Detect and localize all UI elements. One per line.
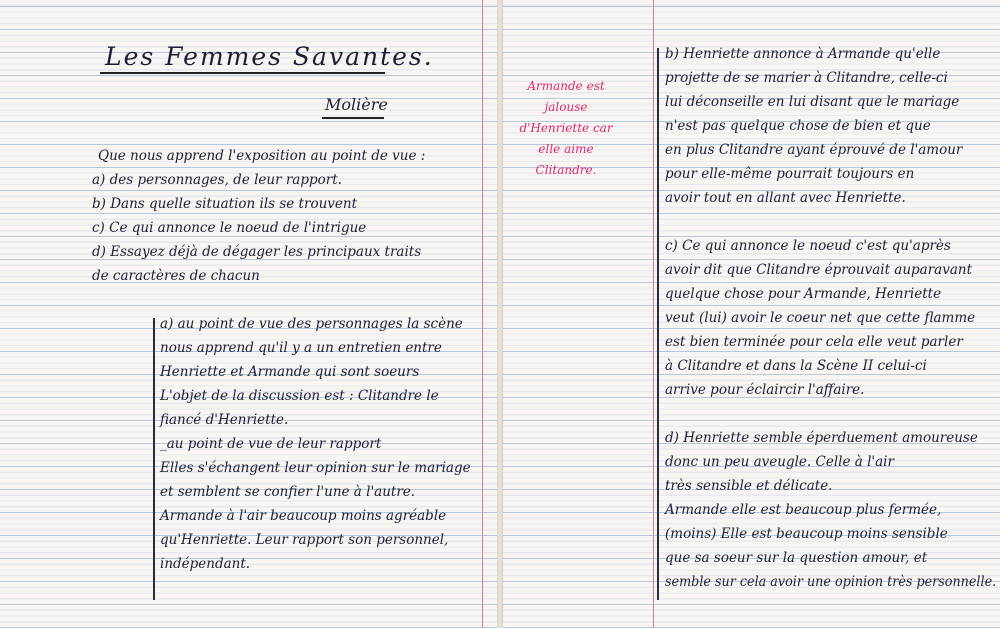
right-line: (moins) Elle est beaucoup moins sensible [665,526,948,542]
answer-margin-bar [153,318,155,600]
left-margin-line [482,0,483,628]
right-line: très sensible et délicate. [665,478,833,494]
answer-line: Henriette et Armande qui sont soeurs [160,364,420,380]
right-line: avoir dit que Clitandre éprouvait auparavant [665,262,973,278]
right-line: est bien terminée pour cela elle veut parler [665,334,963,350]
right-line: veut (lui) avoir le coeur net que cette flamme [665,310,976,326]
right-line: d) Henriette semble éperduement amoureuse [665,430,978,446]
right-line: avoir tout en allant avec Henriette. [665,190,906,206]
answer-line: fiancé d'Henriette. [160,412,289,428]
right-line: en plus Clitandre ayant éprouvé de l'amour [665,142,963,158]
right-line: lui déconseille en lui disant que le mariage [665,94,960,110]
answer-line: a) au point de vue des personnages la scène [160,316,463,332]
title-underline [100,72,385,74]
right-line: semble sur cela avoir une opinion très personnelle. [665,574,997,590]
answer-line: Armande à l'air beaucoup moins agréable [160,508,447,524]
page-title: Les Femmes Savantes. [105,42,434,71]
answer-line: Elles s'échangent leur opinion sur le mariage [160,460,471,476]
answer-line: _au point de vue de leur rapport [160,436,382,452]
answer-line: indépendant. [160,556,251,572]
right-answer-bar [657,48,659,600]
right-line: arrive pour éclaircir l'affaire. [665,382,865,398]
right-line: Armande elle est beaucoup plus fermée, [665,502,942,518]
right-line: n'est pas quelque chose de bien et que [665,118,931,134]
answer-line: qu'Henriette. Leur rapport son personnel, [160,532,449,548]
question-line: c) Ce qui annonce le noeud de l'intrigue [92,220,367,236]
right-line: c) Ce qui annonce le noeud c'est qu'après [665,238,951,254]
right-line: à Clitandre et dans la Scène II celui-ci [665,358,927,374]
left-notebook-page [0,0,497,628]
question-line: a) des personnages, de leur rapport. [92,172,342,188]
right-line: b) Henriette annonce à Armande qu'elle [665,46,941,62]
right-line: pour elle-même pourrait toujours en [665,166,915,182]
question-line: de caractères de chacun [92,268,260,284]
right-line: que sa soeur sur la question amour, et [665,550,928,566]
question-line: d) Essayez déjà de dégager les principaux traits [92,244,422,260]
answer-line: nous apprend qu'il y a un entretien entre [160,340,442,356]
right-line: quelque chose pour Armande, Henriette [665,286,942,302]
right-margin-line [653,0,654,628]
author-underline [322,117,384,119]
right-line: projette de se marier à Clitandre, celle-ci [665,70,948,86]
author-name: Molière [325,95,388,114]
answer-line: L'objet de la discussion est : Clitandre le [160,388,439,404]
right-line: donc un peu aveugle. Celle à l'air [665,454,894,470]
margin-note: Armande est jalouse d'Henriette car elle aime Clitandre. [519,79,613,177]
question-line: b) Dans quelle situation ils se trouvent [92,196,357,212]
question-line: Que nous apprend l'exposition au point de vue : [98,148,426,164]
answer-line: et semblent se confier l'une à l'autre. [160,484,416,500]
